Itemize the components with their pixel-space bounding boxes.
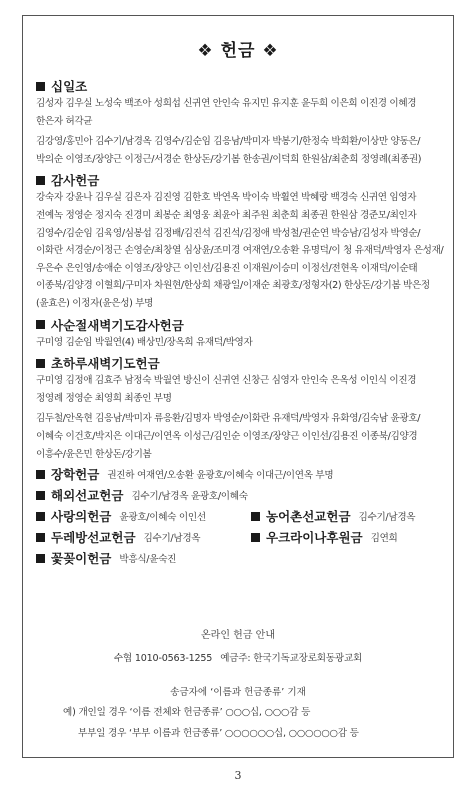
offering-names: 김연희 (370, 533, 398, 545)
section-thanksgiving (36, 171, 444, 312)
name-list: 구미영 김정애 김효주 남정숙 박월연 방신이 신귀연 신창근 심영자 안인숙 은옥성 이인식 이진경 정영례 정영순 최영희 최종인 부명 (36, 375, 417, 404)
offering-names: 권진하 여재연/오송환 윤광호/이혜숙 이대근/이연옥 부명 (107, 470, 334, 482)
offering-names: 김수기/남경옥 윤광호/이혜숙 (131, 491, 248, 503)
bullet-square-icon (36, 176, 45, 185)
online-offering-info (23, 626, 453, 664)
offering-names: 박흥식/윤숙진 (119, 554, 177, 566)
offering-names: 김수기/남경옥 (358, 512, 416, 524)
section-first-day-dawn-prayer (36, 354, 444, 463)
bullet-square-icon (36, 82, 45, 91)
offering-names: 김수기/남경옥 (143, 533, 201, 545)
bullet-square-icon (36, 491, 45, 500)
remittance-heading: 송금자에 ‘이름과 헌금종류’ 기재 (170, 687, 306, 698)
online-heading: 온라인 헌금 안내 (201, 630, 275, 641)
offering-heading: 꽃꽂이헌금 (51, 551, 112, 567)
inline-row (36, 486, 444, 505)
offering-heading: 장학헌금 (51, 467, 100, 483)
section-heading: 사순절새벽기도감사헌금 (36, 316, 444, 334)
name-list: 김성자 김우실 노성숙 백조아 성희섭 신귀연 안인숙 유지민 유지훈 윤두희 이은희 이진경 이혜경 한은자 허각균 (36, 98, 417, 127)
bullet-square-icon (36, 554, 45, 563)
offering-durebang-mission (36, 528, 251, 546)
bullet-square-icon (251, 533, 260, 542)
offering-heading: 사랑의헌금 (51, 509, 112, 525)
bank-account-line (23, 650, 453, 664)
offering-overseas-mission (36, 486, 248, 504)
example-couple: 부부일 경우 ‘부부 이름과 헌금종류’ ○○○○○○십, ○○○○○○감 등 (78, 728, 359, 739)
offering-heading: 해외선교헌금 (51, 488, 124, 504)
offering-scholarship (36, 465, 333, 483)
example-individual: 예) 개인일 경우 ‘이름 전체와 헌금종류’ ○○○십, ○○○감 등 (63, 707, 311, 718)
name-list: 김두철/안옥현 김응남/박미자 류응환/김명자 박영순/이화란 유재덕/박영자 유화영/김숙남 윤광호/이혜숙 이건호/박지은 이대근/이연옥 이성근/김인순 이영조/장양근 이인선/김용진 이종북/김양경 이흥수/윤은민 한상돈/강기봄 (36, 413, 421, 460)
bullet-square-icon (36, 320, 45, 329)
offering-heading: 두레방선교헌금 (51, 530, 136, 546)
account-holder: 예금주: 한국기독교장로회동광교회 (220, 653, 363, 664)
bullet-square-icon (36, 470, 45, 479)
inline-row (36, 528, 444, 547)
offering-flower (36, 549, 176, 567)
name-list: 강숙자 강윤나 김우실 김은자 김진영 김한호 박연옥 박이숙 박횔연 박혜랑 백경숙 신귀연 임영자 전예녹 정영순 정지숙 진경미 최봉순 최영웅 최윤아 최주원 최춘희 최종권 한원삼 경준모/최인자 김영수/김순임 김육영/심봉섭 김정배/김진석 김진석/김정애 박성철/권순연 박승남/김성자 박영순/이화란 서경순/이정근 손영순/최창열 심상윤/조미경 여재연/오송환 유명덕/이 청 유재덕/박영자 은성재/우은수 은인영/송애순 이영조/장양근 이인선/김용진 이재원/이승미 이정선/전현옥 이재덕/이순태 이종북/김양경 이혈희/구미자 차원현/한상희 채광일/이재순 최광호/정형자(2) 한상돈/강기봄 박은정(윤효은) 이정자(윤은성) 부명 (36, 192, 444, 309)
page-frame (22, 15, 454, 758)
bank-account: 수협 1010-0563-1255 (113, 653, 213, 664)
bullet-square-icon (36, 533, 45, 542)
name-list: 김강영/홍민아 김수기/남경옥 김영수/김순임 김응남/박미자 박봉기/한정숙 박희환/이상만 양동은/박의순 이영조/장양근 이정근/서경순 한상돈/강기봄 한송권/이덕희 한원삼/최춘희 정영례(최종권) (36, 136, 422, 165)
page-title: ❖ 헌금 ❖ (197, 41, 279, 61)
offering-heading: 우크라이나후원금 (266, 530, 363, 546)
bullet-square-icon (36, 512, 45, 521)
section-heading: 초하루새벽기도헌금 (36, 354, 444, 372)
bullet-square-icon (36, 359, 45, 368)
inline-row (36, 465, 444, 484)
page-number: 3 (234, 769, 242, 782)
offering-ukraine-support (251, 528, 398, 546)
offering-love (36, 507, 251, 525)
offering-names: 윤광호/이혜숙 이인선 (119, 512, 206, 524)
bullet-square-icon (251, 512, 260, 521)
section-tithe (36, 77, 444, 168)
offering-rural-mission (251, 507, 415, 525)
section-lent-dawn-prayer (36, 316, 444, 352)
inline-row (36, 549, 444, 568)
section-heading: 십일조 (36, 77, 444, 95)
offering-list (36, 74, 444, 568)
name-list: 구미영 김순임 박월연(4) 배상민/장옥희 유재덕/박영자 (36, 336, 253, 348)
offering-heading: 농어촌선교헌금 (266, 509, 351, 525)
remittance-instructions (23, 684, 453, 739)
section-heading: 감사헌금 (36, 171, 444, 189)
inline-row (36, 507, 444, 526)
